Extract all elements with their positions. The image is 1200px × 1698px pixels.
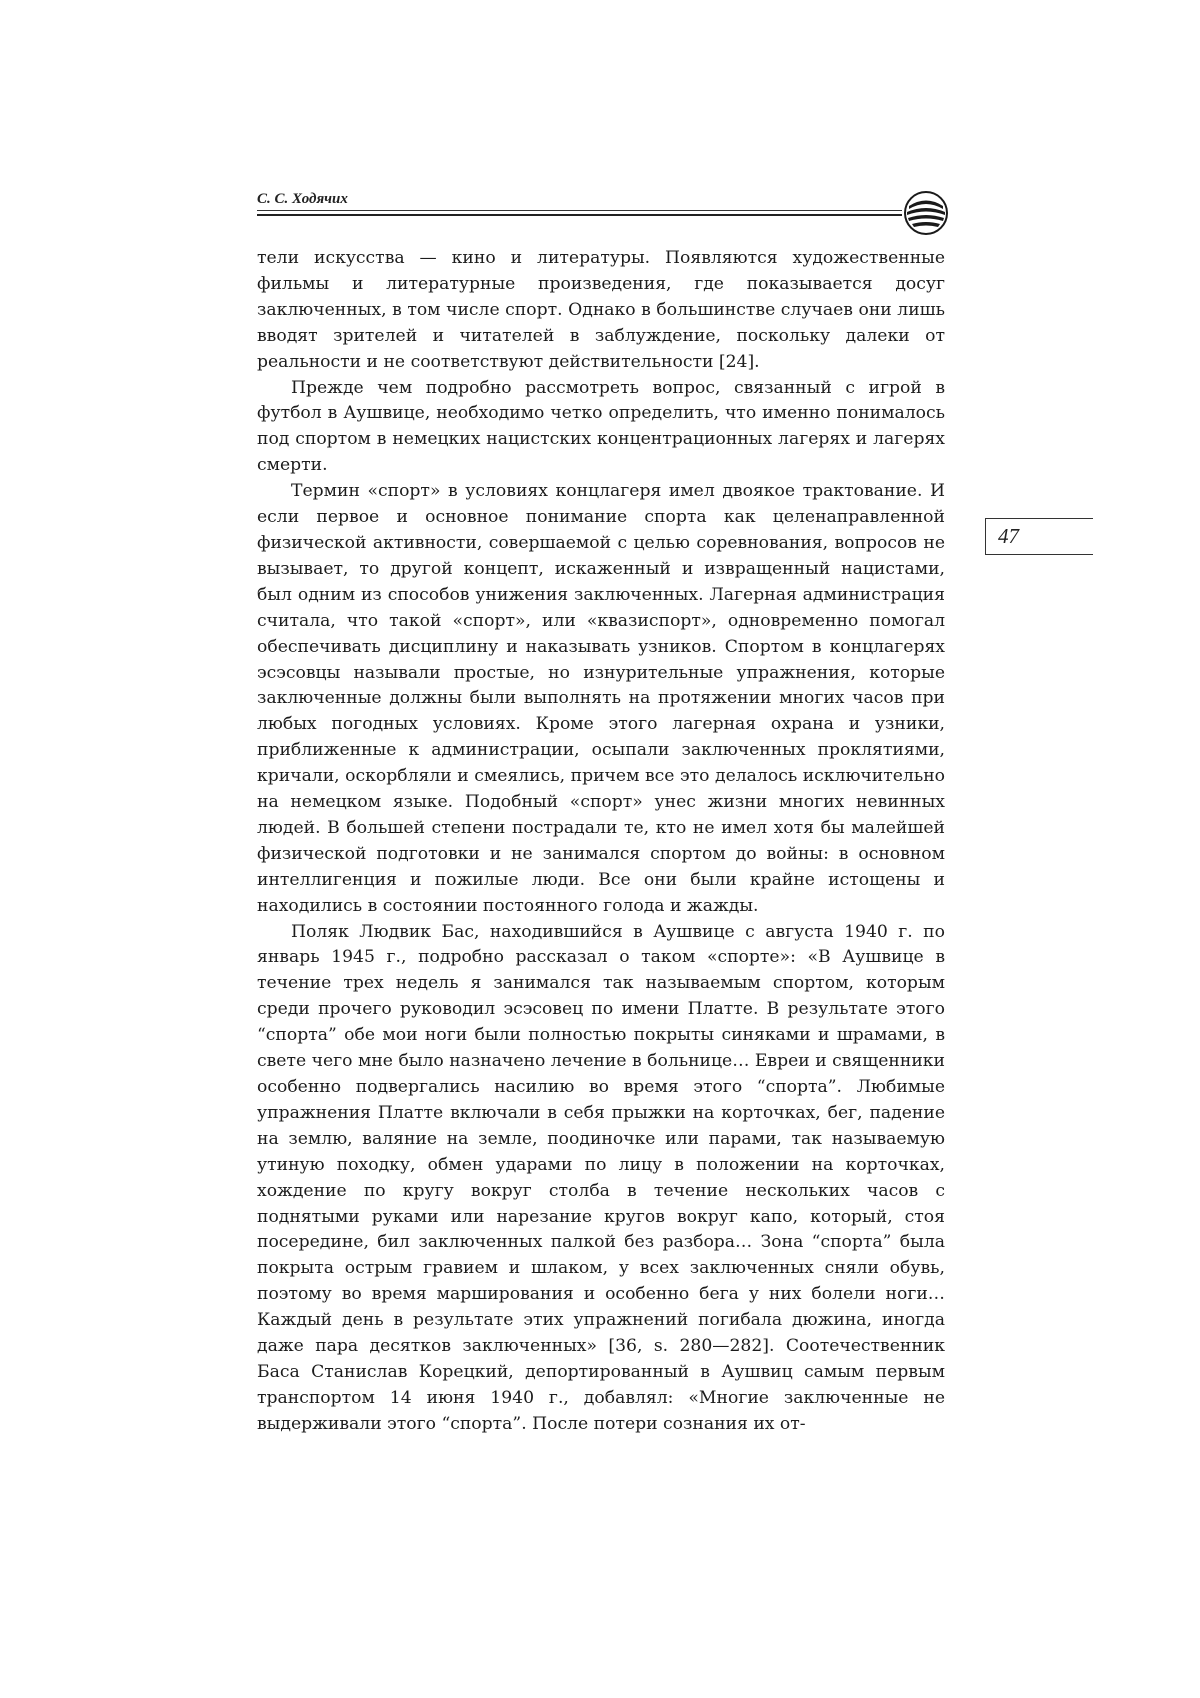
- paragraph-2: Прежде чем подробно рассмотреть вопрос, связанный с игрой в футбол в Аушвице, необходимо четко определить, что именно понималось под спортом в немецких нацистских концентрационных лагерях и лагерях смерти.: [257, 377, 945, 476]
- running-head-author: С. С. Ходячих: [257, 191, 348, 207]
- paragraph-1: тели искусства — кино и литературы. Появляются художественные фильмы и литературные произведения, где показывается досуг заключенных, в том числе спорт. Однако в большинстве случаев они лишь вводят зрителей и читателей в заблуждение, поскольку далеки от реальности и не соответствуют действительности [24].: [257, 248, 945, 372]
- page-number-box: [985, 518, 1093, 555]
- header-rule-thick: [257, 214, 902, 216]
- paragraph-3: Термин «спорт» в условиях концлагеря имел двоякое трактование. И если первое и основное понимание спорта как целенаправленной физической активности, совершаемой с целью соревнования, вопросов не вызывает, то другой концепт, искаженный и извращенный нацистами, был одним из способов унижения заключенных. Лагерная администрация считала, что такой «спорт», или «квазиспорт», одновременно помогал обеспечивать дисциплину и наказывать узников. Спортом в концлагерях эсэсовцы называли простые, но изнурительные упражнения, которые заключенные должны были выполнять на протяжении многих часов при любых погодных условиях. Кроме этого лагерная охрана и узники, приближенные к администрации, осыпали заключенных проклятиями, кричали, оскорбляли и смеялись, причем все это делалось исключительно на немецком языке. Подобный «спорт» унес жизни многих невинных людей. В большей степени пострадали те, кто не имел хотя бы малейшей физической подготовки и не занимался спортом до войны: в основном интеллигенция и пожилые люди. Все они были крайне истощены и находились в состоянии постоянного голода и жажды.: [257, 481, 945, 916]
- paragraph-4: Поляк Людвик Бас, находившийся в Аушвице с августа 1940 г. по январь 1945 г., подробно рассказал о таком «спорте»: «В Аушвице в течение трех недель я занимался так называемым спортом, которым среди прочего руководил эсэсовец по имени Платте. В результате этого “спорта” обе мои ноги были полностью покрыты синяками и шрамами, в свете чего мне было назначено лечение в больнице… Евреи и священники особенно подвергались насилию во время этого “спорта”. Любимые упражнения Платте включали в себя прыжки на корточках, бег, падение на землю, валяние на земле, поодиночке или парами, так называемую утиную походку, обмен ударами по лицу в положении на корточках, хождение по кругу вокруг столба в течение нескольких часов с поднятыми руками или нарезание кругов вокруг капо, который, стоя посередине, бил заключенных палкой без разбора… Зона “спорта” была покрыта острым гравием и шлаком, у всех заключенных сняли обувь, поэтому во время марширования и особенно бега у них болели ноги… Каждый день в результате этих упражнений погибала дюжина, иногда даже пара десятков заключенных» [36, s. 280—282]. Соотечественник Баса Станислав Корецкий, депортированный в Аушвиц самым первым транспортом 14 июня 1940 г., добавлял: «Многие заключенные не выдерживали этого “спорта”. После потери сознания их от-: [257, 921, 945, 1434]
- publisher-logo-icon: [903, 190, 949, 236]
- header-rule-thin: [257, 210, 902, 211]
- page-number: 47: [998, 524, 1019, 548]
- body-text: [257, 246, 945, 1438]
